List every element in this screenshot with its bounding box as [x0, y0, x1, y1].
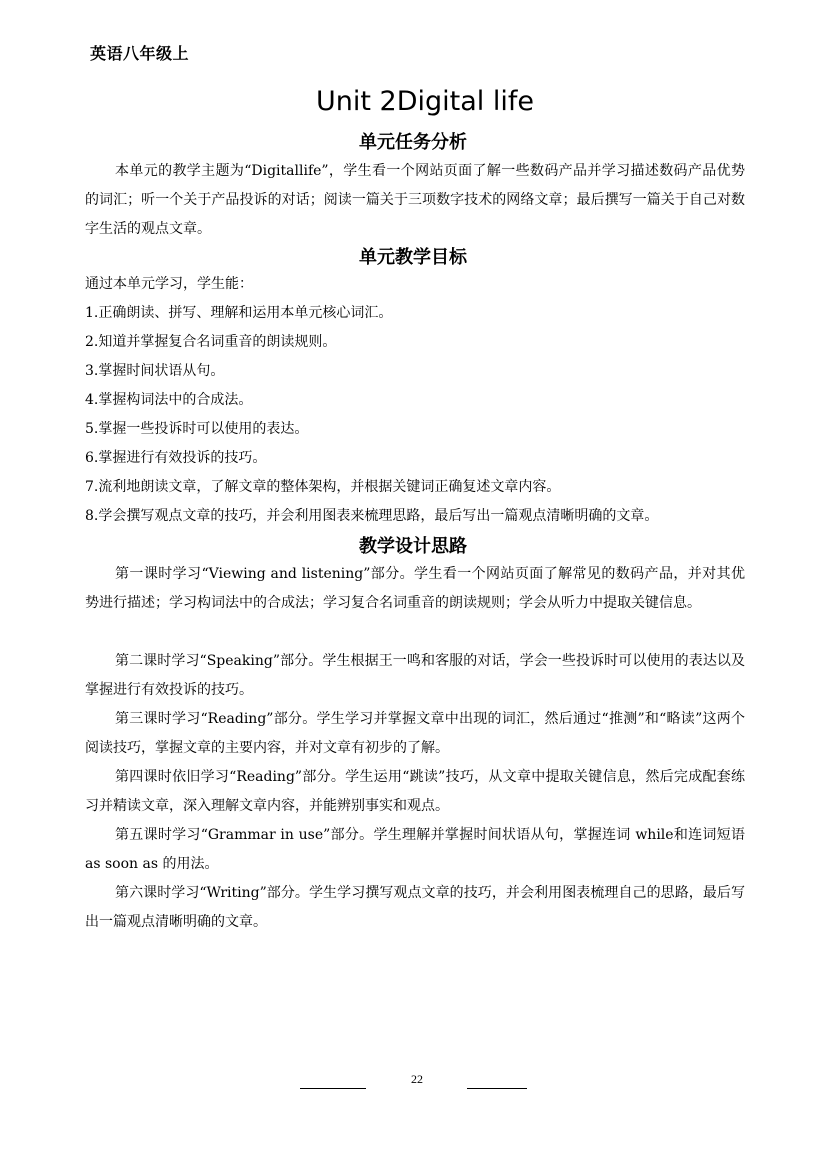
objectives-intro: 通过本单元学习，学生能： [85, 276, 253, 292]
objective-item: 4.掌握构词法中的合成法。 [85, 392, 253, 408]
unit-title: Unit 2Digital life [316, 86, 534, 117]
objective-item: 6.掌握进行有效投诉的技巧。 [85, 450, 267, 466]
footer-rule-right [467, 1088, 527, 1089]
objective-item: 7.流利地朗读文章，了解文章的整体架构，并根据关键词正确复述文章内容。 [85, 479, 561, 495]
objective-item: 3.掌握时间状语从句。 [85, 363, 225, 379]
objective-item: 5.掌握一些投诉时可以使用的表达。 [85, 421, 309, 437]
task-analysis-paragraph: 本单元的教学主题为“Digitallife”，学生看一个网站页面了解一些数码产品并学习描述数码产品优势的词汇；听一个关于产品投诉的对话；阅读一篇关于三项数字技术的网络文章；最后撰写一篇关于自己对数字生活的观点文章。 [85, 163, 745, 237]
section-heading-task-analysis: 单元任务分析 [359, 132, 467, 153]
design-paragraph-6: 第六课时学习“Writing”部分。学生学习撰写观点文章的技巧，并会利用图表梳理自己的思路，最后写出一篇观点清晰明确的文章。 [85, 885, 745, 930]
objective-item: 1.正确朗读、拼写、理解和运用本单元核心词汇。 [85, 305, 393, 321]
objective-item: 8.学会撰写观点文章的技巧，并会利用图表来梳理思路，最后写出一篇观点清晰明确的文章。 [85, 508, 659, 524]
page-footer [0, 1072, 826, 1092]
section-heading-design: 教学设计思路 [359, 536, 467, 557]
footer-rule-left [300, 1088, 366, 1089]
design-paragraph-4: 第四课时依旧学习“Reading”部分。学生运用“跳读”技巧，从文章中提取关键信息，然后完成配套练习并精读文章，深入理解文章内容，并能辨别事实和观点。 [85, 769, 745, 814]
design-paragraph-5: 第五课时学习“Grammar in use”部分。学生理解并掌握时间状语从句，掌握连词 while和连词短语 as soon as 的用法。 [85, 827, 745, 872]
objective-item: 2.知道并掌握复合名词重音的朗读规则。 [85, 334, 337, 350]
design-paragraph-2: 第二课时学习“Speaking”部分。学生根据王一鸣和客服的对话，学会一些投诉时可以使用的表达以及掌握进行有效投诉的技巧。 [85, 653, 745, 698]
design-paragraph-3: 第三课时学习“Reading”部分。学生学习并掌握文章中出现的词汇，然后通过“推测”和“略读”这两个阅读技巧，掌握文章的主要内容，并对文章有初步的了解。 [85, 711, 745, 756]
page-number: 22 [411, 1072, 423, 1086]
header-label: 英语八年级上 [90, 44, 190, 63]
design-paragraph-1: 第一课时学习“Viewing and listening”部分。学生看一个网站页面了解常见的数码产品，并对其优势进行描述；学习构词法中的合成法；学习复合名词重音的朗读规则；学会从听力中提取关键信息。 [85, 566, 745, 611]
section-heading-objectives: 单元教学目标 [359, 247, 467, 268]
